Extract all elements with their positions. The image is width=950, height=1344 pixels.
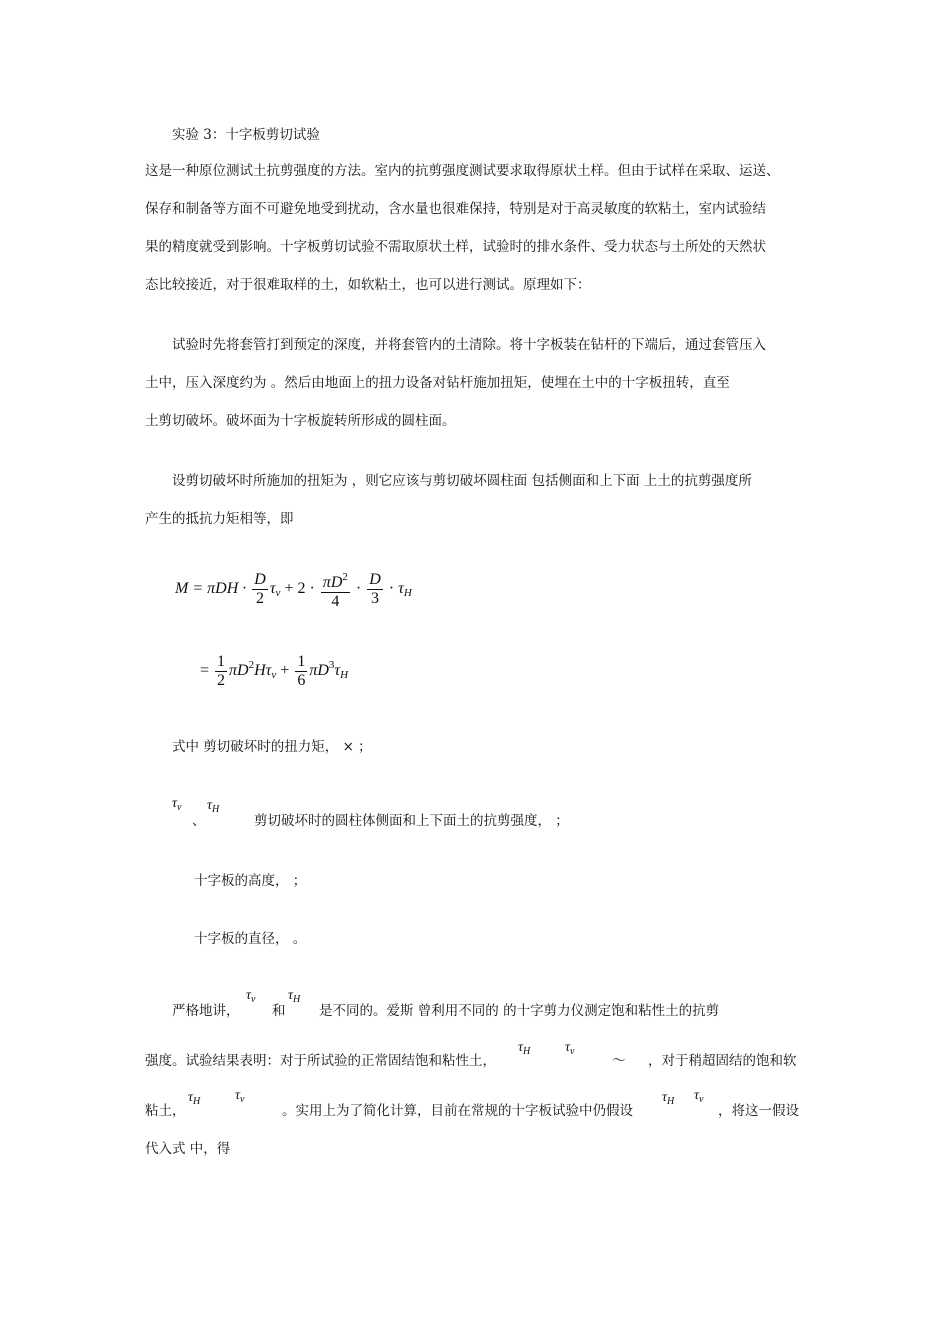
formula-1-frac-1: $\frac{D}{2}$	[254, 571, 266, 607]
strict-line-1c: 是不同的。爱斯 曾利用不同的 的十字剪力仪测定饱和粘性土的抗剪	[319, 1003, 720, 1019]
tau-h-symbol: $\tau_H$	[207, 798, 220, 815]
formula-2-frac-2: $\frac{1}{6}$	[297, 653, 306, 689]
moment-line-1: 设剪切破坏时所施加的扭矩为 ，则它应该与剪切破坏圆柱面 包括侧面和上下面 上土的抗剪强度所	[172, 473, 752, 489]
section-heading: 实验 3：十字板剪切试验	[172, 127, 320, 143]
strict-line-3a: 粘土，	[145, 1103, 186, 1119]
strict-line-4: 代入式 中，得	[145, 1141, 231, 1157]
formula-2-frac-1: $\frac{1}{2}$	[217, 653, 226, 689]
tau-v-symbol: $\tau_v$	[694, 1088, 704, 1105]
strict-line-1a: 严格地讲，	[172, 1003, 240, 1019]
where-line-2: 剪切破坏时的圆柱体侧面和上下面土的抗剪强度， ；	[254, 813, 569, 829]
formula-line-2: = $\frac{1}{2}$ $\pi D^2H\tau_v$ + $\frac{1}{6}$ $\pi D^3\tau_H$	[200, 653, 349, 689]
tau-h-symbol: $\tau_H$	[518, 1040, 531, 1057]
tau-h-symbol: $\tau_H$	[662, 1090, 675, 1107]
tau-h-symbol: $\tau_H$	[188, 1090, 201, 1107]
tau-v-symbol: $\tau_v$	[235, 1088, 245, 1105]
formula-1-frac-2: $\frac{\pi D^2}{4}$	[321, 568, 350, 611]
tau-h-symbol: $\tau_H$	[288, 988, 301, 1005]
strict-line-1b: 和	[272, 1003, 286, 1019]
where-line-2-sep: 、	[192, 813, 206, 829]
strict-line-2a: 强度。试验结果表明：对于所试验的正常固结饱和粘性土，	[145, 1053, 496, 1069]
strict-line-2b: ～	[612, 1053, 626, 1069]
strict-line-2c: ，对于稍超固结的饱和软	[648, 1053, 797, 1069]
where-line-3: 十字板的高度， ；	[194, 873, 307, 889]
tau-v-symbol: $\tau_v$	[172, 796, 182, 813]
procedure-line-3: 土剪切破坏。破坏面为十字板旋转所形成的圆柱面。	[145, 413, 456, 429]
procedure-line-1: 试验时先将套管打到预定的深度，并将套管内的土清除。将十字板装在钻杆的下端后，通过套管压入	[172, 337, 766, 353]
intro-line-3: 果的精度就受到影响。十字板剪切试验不需取原状土样，试验时的排水条件、受力状态与土所处的天然状	[145, 239, 766, 255]
where-line-4: 十字板的直径， 。	[194, 931, 307, 947]
formula-line-1: M = πDH · $\frac{D}{2}$ $\tau_v + 2$ · $\frac{\pi D^2}{4}$ · $\frac{D}{3}$ · $\tau_H$	[175, 568, 412, 611]
intro-line-2: 保存和制备等方面不可避免地受到扰动，含水量也很难保持，特别是对于高灵敏度的软粘土，室内试验结	[145, 201, 766, 217]
moment-line-2: 产生的抵抗力矩相等，即	[145, 511, 294, 527]
strict-line-3b: 。实用上为了简化计算，目前在常规的十字板试验中仍假设	[282, 1103, 633, 1119]
procedure-line-2: 土中，压入深度约为 。然后由地面上的扭力设备对钻杆施加扭矩，使埋在土中的十字板扭转，直至	[145, 375, 730, 391]
tau-v-symbol: $\tau_v$	[246, 988, 256, 1005]
strict-line-3c: ，将这一假设	[718, 1103, 799, 1119]
formula-1-lhs: M = πDH ·	[175, 580, 247, 598]
formula-1-frac-3: $\frac{D}{3}$	[369, 571, 381, 607]
intro-line-1: 这是一种原位测试土抗剪强度的方法。室内的抗剪强度测试要求取得原状土样。但由于试样在采取、运送、	[145, 163, 780, 179]
intro-line-4: 态比较接近，对于很难取样的土，如软粘土，也可以进行测试。原理如下：	[145, 277, 591, 293]
tau-v-symbol: $\tau_v$	[565, 1040, 575, 1057]
where-line-1: 式中 剪切破坏时的扭力矩， × ；	[172, 739, 372, 755]
